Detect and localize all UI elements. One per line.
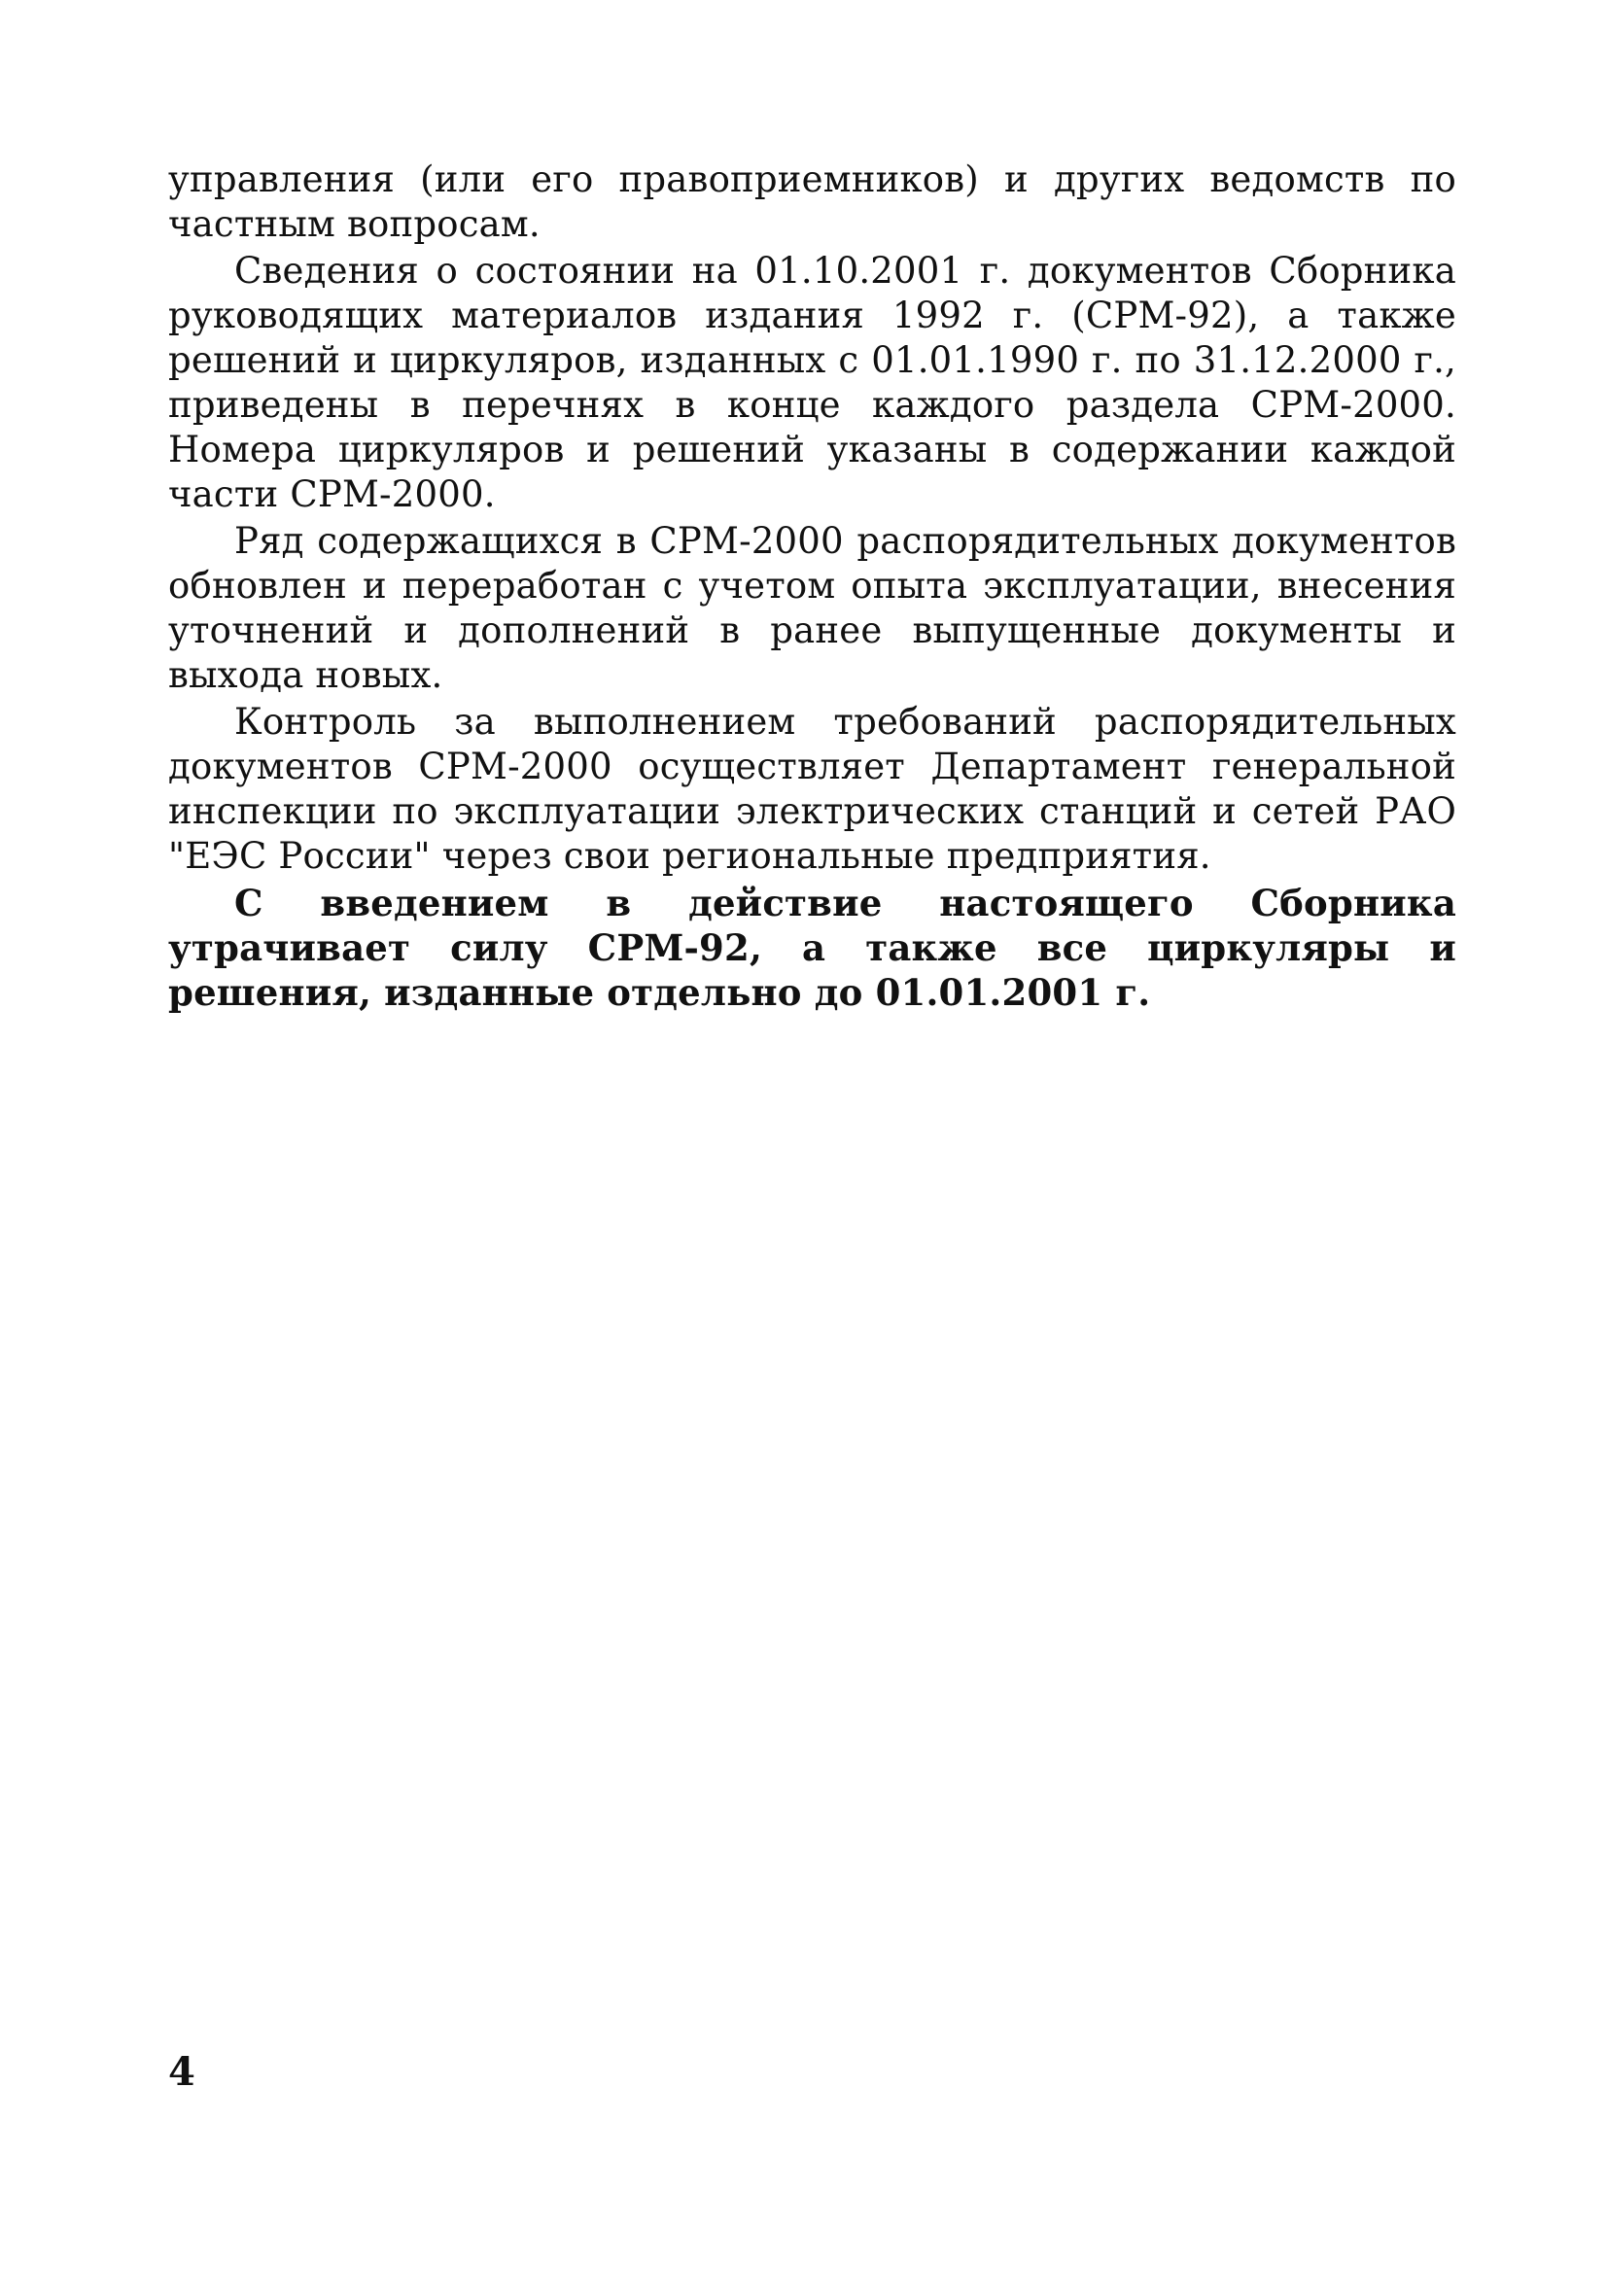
page-number: 4: [168, 2049, 195, 2095]
paragraph-updated-documents: Ряд содержащихся в СРМ-2000 распорядительных документов обновлен и переработан с учетом опыта эксплуатации, внесения уточнений и дополнений в ранее выпущенные документы и выхода новых.: [168, 520, 1456, 696]
paragraph-effective-notice: С введением в действие настоящего Сборника утрачивает силу СРМ-92, а также все циркуляры и решения, изданные отдельно до 01.01.2001 г.: [168, 882, 1456, 1014]
paragraph-continuation: управления (или его правоприемников) и других ведомств по частным вопросам.: [168, 158, 1456, 245]
document-body: [168, 157, 1456, 1015]
paragraph-status-info: Сведения о состоянии на 01.10.2001 г. документов Сборника руководящих материалов издания 1992 г. (СРМ-92), а также решений и циркуляров, изданных с 01.01.1990 г. по 31.12.2000 г., приведены в перечнях в конце каждого раздела СРМ-2000. Номера циркуляров и решений указаны в содержании каждой части СРМ-2000.: [168, 250, 1456, 515]
paragraph-control: Контроль за выполнением требований распорядительных документов СРМ-2000 осуществляет Департамент генеральной инспекции по эксплуатации электрических станций и сетей РАО "ЕЭС России" через свои региональные предприятия.: [168, 701, 1456, 877]
